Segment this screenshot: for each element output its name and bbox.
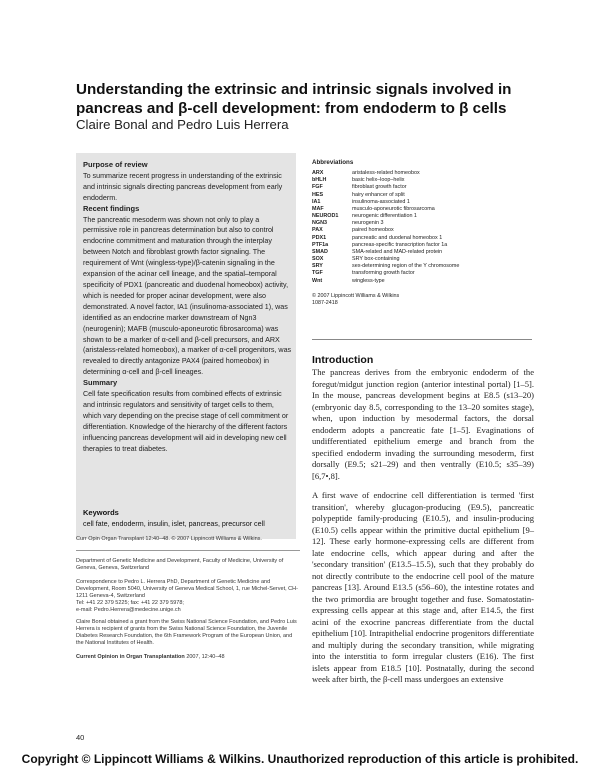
introduction-heading: Introduction — [312, 354, 374, 366]
abbreviation-row — [312, 270, 562, 277]
abbreviation-term: SRY — [312, 263, 323, 270]
abbreviation-definition: SMA-related and MAD-related protein — [352, 248, 443, 255]
findings-text: The pancreatic mesoderm was shown not only to play a permissive role in pancreas determination but also to control endocrine commitment and maturation through the interplay between Notch and fibroblast growth factor signaling. The requirement of Wnt (wingless-type)/β-catenin signaling in the expansion of the acinar cell lineage, and the spatial–temporal specificity of PDX1 (pancreatic and duodenal homeobox) activity, which is needed for proper acinar development, were also demonstrated. A novel factor, IA1 (insulinoma-associated 1), was identified as an endocrine marker downstream of Ngn3 (neurogenin); MAFB (musculo-aponeurotic fibrosarcoma) was shown to be a marker of α-cell and β-cell precursors, and ARX (aristaless-related homeobox), a marker of α-cell progenitors, was revealed to directly antagonize PAX4 (paired homeobox) in determining α-cell and β-cell lineages. — [83, 215, 292, 377]
purpose-heading: Purpose of review — [83, 160, 148, 169]
keywords-heading: Keywords — [83, 508, 119, 517]
abbreviation-row — [312, 235, 562, 242]
abbreviations-issn-line: 1087-2418 — [312, 300, 338, 307]
affiliation-block — [76, 558, 300, 572]
email-text: e-mail: Pedro.Herrera@medecine.unige.ch — [76, 607, 181, 613]
abbreviation-definition: pancreatic and duodenal homeobox 1 — [352, 234, 443, 241]
abbreviation-definition: neurogenic differentiation 1 — [352, 213, 417, 220]
abbreviation-term: NGN3 — [312, 220, 327, 227]
abbreviation-term: SOX — [312, 256, 324, 263]
abbreviation-row — [312, 256, 562, 263]
funding-block — [76, 619, 300, 647]
abbreviation-term: SMAD — [312, 248, 328, 255]
abbreviation-definition: transforming growth factor — [352, 270, 415, 277]
abbreviations-list — [312, 159, 562, 308]
abbreviation-row — [312, 227, 562, 234]
abbreviation-row — [312, 263, 562, 270]
abbreviations-copyright-line: © 2007 Lippincott Williams & Wilkins — [312, 292, 400, 299]
abbreviation-definition: sex-determining region of the Y chromosome — [352, 263, 460, 270]
purpose-text: To summarize recent progress in understanding of the extrinsic and intrinsic signals directing pancreas development from early endoderm. — [83, 171, 283, 202]
citation-line — [76, 536, 300, 543]
journal-issue: 2007, 12:40–48 — [186, 654, 225, 660]
abbreviation-row — [312, 206, 562, 213]
abbreviation-definition: hairy enhancer of split — [352, 191, 405, 198]
abbreviations-heading: Abbreviations — [312, 159, 354, 166]
funding-text: Claire Bonal obtained a grant from the Swiss National Science Foundation, and Pedro Luis Herrera is recipient of grants from the Swiss National Science Foundation, the Juvenile Diabetes Research Foundation, the 6th Framework Program of the European Union, and the National Institutes of Health. — [76, 619, 297, 646]
divider — [76, 550, 300, 551]
abbreviation-definition: paired homeobox — [352, 227, 394, 234]
abbreviation-definition: musculo-aponeurotic fibrosarcoma — [352, 205, 435, 212]
abbreviation-term: FGF — [312, 184, 323, 191]
abbreviation-row — [312, 278, 562, 285]
summary-content — [83, 160, 293, 454]
summary-box — [76, 153, 296, 539]
abbreviation-definition: insulinoma-associated 1 — [352, 198, 410, 205]
abbreviation-definition: fibroblast growth factor — [352, 184, 407, 191]
abbreviation-row — [312, 220, 562, 227]
keywords-section — [83, 507, 293, 530]
keywords-text: cell fate, endoderm, insulin, islet, pancreas, precursor cell — [83, 520, 265, 528]
abbreviation-row — [312, 249, 562, 256]
findings-heading: Recent findings — [83, 203, 140, 213]
introduction-text-2: A first wave of endocrine cell differentiation is termed 'first transition', whereby glucagon-producing (E9.5), pancreatic polypeptide family-producing (E10.5), and insulin-producing (E10.5) cells appear within the primitive ductal epithelium [9–12]. These early hormone-expressing cells are different from late endocrine cells, which appear during and after the 'secondary transition' (E13.5–15.5), such that they probably do not directly contribute to the endocrine cell pool of the mature pancreas [13]. Around E13.5 (s56–60), the intestine rotates and the two primordia are brought together and fuse. Somatostatin-expressing cells appear at this stage and, after E14.5, the first acini of the exocrine pancreas differentiate from the ductal epithelium [10]. Intrapithelial endocrine progenitors differentiate and multiply during the secondary transition, while migrating into the interstitia to form irregular clusters (E16). The first islets appear from E18.5 [10]. Postnatally, during the second week after birth, the β-cell mass undergoes an extensive — [312, 490, 534, 684]
divider — [312, 339, 532, 340]
abbreviation-row — [312, 170, 562, 177]
abbreviation-row — [312, 177, 562, 184]
abbreviation-term: MAF — [312, 205, 324, 212]
page-number: 40 — [76, 733, 85, 742]
abbreviation-term: bHLH — [312, 177, 327, 184]
abbreviation-term: TGF — [312, 270, 323, 277]
phone-text: Tel: +41 22 379 5225; fax: +41 22 379 5978; — [76, 600, 184, 606]
abbreviation-row — [312, 199, 562, 206]
abbreviation-term: IA1 — [312, 198, 321, 205]
correspondence-block — [76, 579, 300, 614]
correspondence-text: Correspondence to Pedro L. Herrera PhD, Department of Genetic Medicine and Development, Room 5040, University of Geneva Medical School, 1, rue Michel-Servet, CH-1211 Geneva-4, Switzerland — [76, 579, 298, 599]
summary-heading: Summary — [83, 378, 118, 388]
journal-name: Current Opinion in Organ Transplantation — [76, 654, 185, 660]
summary-text: Cell fate specification results from combined effects of extrinsic and intrinsic regulators and sensitivity of target cells to them, which vary depending on the precise stage of cell commitment or differentiation. Knowledge of the hierarchy of the different factors influencing pancreas development will aid in developing new cell therapies to treat diabetes. — [83, 390, 289, 453]
abbreviation-definition: neurogenin 3 — [352, 220, 384, 227]
introduction-paragraph-2 — [312, 490, 534, 686]
abbreviation-term: Wnt — [312, 277, 323, 284]
abbreviation-definition: pancreas-specific transcription factor 1a — [352, 241, 448, 248]
article-title: Understanding the extrinsic and intrinsic signals involved in pancreas and β-cell development: from endoderm to β cells — [76, 81, 512, 117]
abbreviation-definition: wingless-type — [352, 277, 385, 284]
article-authors: Claire Bonal and Pedro Luis Herrera — [76, 117, 289, 132]
abbreviation-row — [312, 213, 562, 220]
abbreviation-row — [312, 184, 562, 191]
affiliation-text: Department of Genetic Medicine and Development, Faculty of Medicine, University of Geneva, Geneva, Switzerland — [76, 558, 284, 571]
abbreviation-term: ARX — [312, 170, 324, 177]
journal-reference — [76, 654, 300, 661]
abbreviation-row — [312, 242, 562, 249]
abbreviation-definition: aristaless-related homeobox — [352, 170, 420, 177]
introduction-paragraph-1 — [312, 367, 534, 482]
abbreviation-row — [312, 192, 562, 199]
abbreviation-definition: basic helix–loop–helix — [352, 177, 405, 184]
abbreviation-term: PDX1 — [312, 234, 327, 241]
introduction-text-1: The pancreas derives from the embryonic endoderm of the foregut/midgut junction region (anterior intestinal portal) [1–5]. In the mouse, pancreas development begins at E8.5 (s13–20) (embryonic day 8.5, corresponding to the 13–20 somites stage), when, upon induction by mesodermal factors, the dorsal endoderm adopts a pancreatic fate [1–5]. Evaginations of undifferentiated epithelium emerge and branch from the specified endoderm invading the surrounding mesoderm, first dorsally (E9.5; s21–29) and then ventrally (E10.5; s35–39) [6,7•,8]. — [312, 367, 534, 481]
copyright-notice: Copyright © Lippincott Williams & Wilkins. Unauthorized reproduction of this article is prohibited. — [21, 752, 579, 766]
abbreviation-definition: SRY box-containing — [352, 256, 400, 263]
citation-text: Curr Opin Organ Transplant 12:40–48. © 2007 Lippincott Williams & Wilkins. — [76, 536, 262, 542]
abbreviation-term: NEUROD1 — [312, 213, 339, 220]
abbreviations-copyright — [312, 293, 562, 308]
abbreviation-term: PAX — [312, 227, 323, 234]
abbreviation-term: HES — [312, 191, 324, 198]
abbreviation-term: PTF1a — [312, 241, 329, 248]
